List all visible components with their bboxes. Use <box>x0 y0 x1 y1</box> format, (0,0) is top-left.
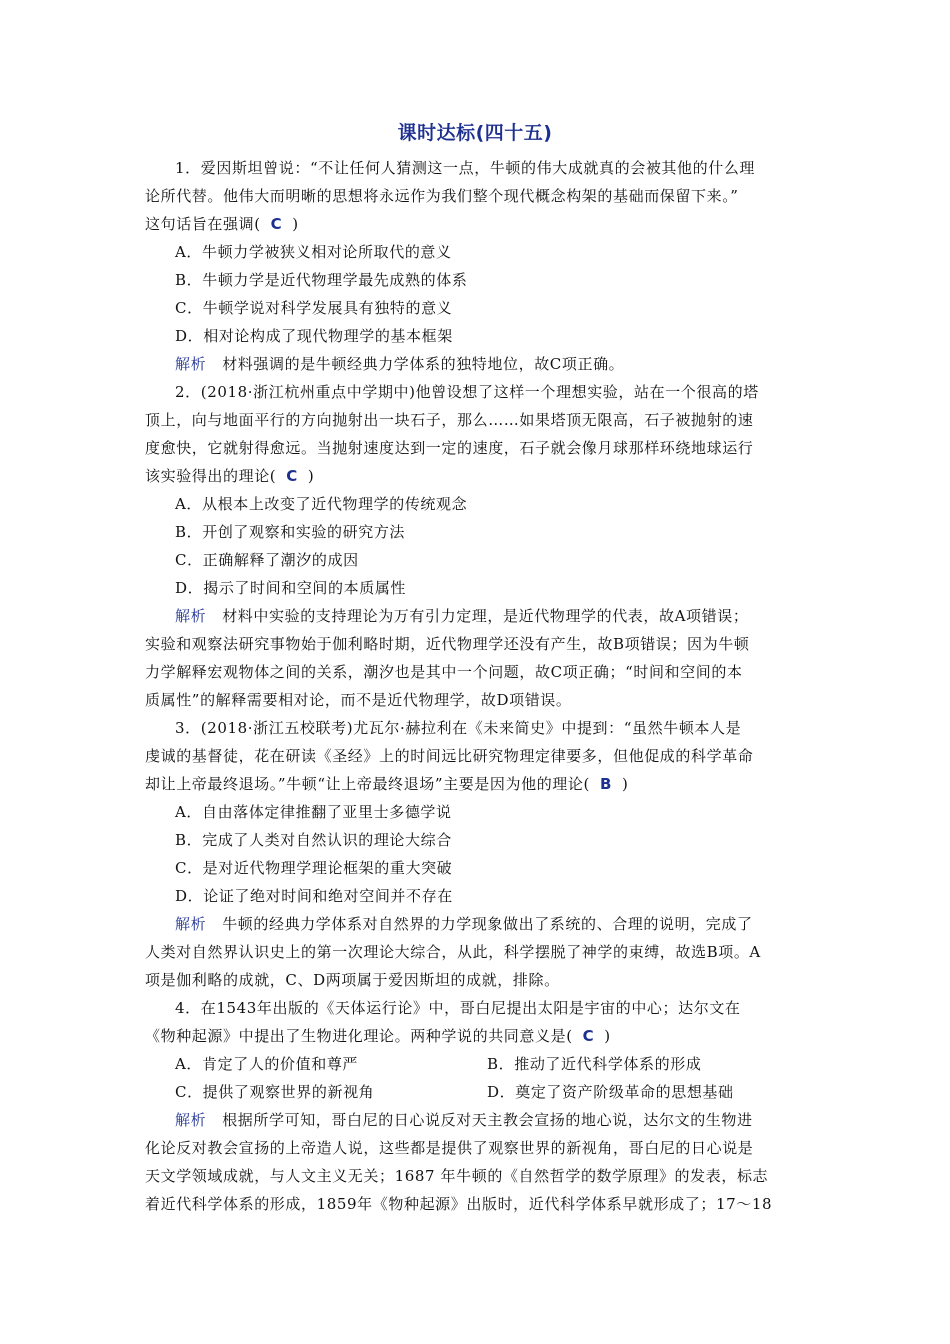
q3-analysis-line-2: 人类对自然界认识史上的第一次理论大综合，从此，科学摆脱了神学的束缚，故选B项。A <box>145 943 761 961</box>
q2-stem-close: ) <box>307 467 315 485</box>
q4-analysis-line-3: 天文学领域成就，与人文主义无关；1687 年牛顿的《自然哲学的数学原理》的发表，标志 <box>145 1167 769 1185</box>
q2-analysis-line-3: 力学解释宏观物体之间的关系，潮汐也是其中一个问题，故C项正确；“时间和空间的本 <box>145 663 743 681</box>
q2-answer: C <box>286 467 298 485</box>
q3-option-b: B．完成了人类对自然认识的理论大综合 <box>175 831 452 849</box>
q2-option-a: A．从根本上改变了近代物理学的传统观念 <box>175 495 468 513</box>
q1-analysis-line-1 <box>175 354 624 374</box>
q4-option-c: C．提供了观察世界的新视角 <box>175 1083 375 1101</box>
q4-option-d: D．奠定了资产阶级革命的思想基础 <box>487 1083 734 1101</box>
q2-analysis-label: 解析 <box>175 607 207 625</box>
q3-stem-line-1: 3．(2018·浙江五校联考)尤瓦尔·赫拉利在《未来简史》中提到：“虽然牛顿本人是 <box>175 719 742 737</box>
q2-stem-text: 该实验得出的理论( <box>145 467 277 485</box>
q1-stem-close: ) <box>292 215 299 233</box>
q3-stem-close: ) <box>622 775 629 793</box>
q1-option-b: B．牛顿力学是近代物理学最先成熟的体系 <box>175 271 468 289</box>
q4-stem-line-2 <box>145 1026 611 1046</box>
q1-option-c: C．牛顿学说对科学发展具有独特的意义 <box>175 299 453 317</box>
q2-stem-line-1: 2．(2018·浙江杭州重点中学期中)他曾设想了这样一个理想实验，站在一个很高的塔 <box>175 383 759 401</box>
q3-analysis-line-3: 项是伽利略的成就，C、D两项属于爱因斯坦的成就，排除。 <box>145 971 560 989</box>
q2-option-c: C．正确解释了潮汐的成因 <box>175 551 359 569</box>
q4-analysis-label: 解析 <box>175 1111 207 1129</box>
q4-stem-close: ) <box>604 1027 611 1045</box>
q4-analysis-line-2: 化论反对教会宣扬的上帝造人说，这些都是提供了观察世界的新视角，哥白尼的日心说是 <box>145 1139 754 1157</box>
q2-option-b: B．开创了观察和实验的研究方法 <box>175 523 406 541</box>
q3-option-c: C．是对近代物理学理论框架的重大突破 <box>175 859 453 877</box>
q4-analysis-text: 根据所学可知，哥白尼的日心说反对天主教会宣扬的地心说，达尔文的生物进 <box>222 1111 753 1129</box>
q1-stem-line-1: 1．爱因斯坦曾说：“不让任何人猜测这一点，牛顿的伟大成就真的会被其他的什么理 <box>175 159 756 177</box>
q4-analysis-line-4: 着近代科学体系的形成，1859年《物种起源》出版时，近代科学体系早就形成了；17～18 <box>145 1195 773 1213</box>
q2-analysis-text: 材料中实验的支持理论为万有引力定理，是近代物理学的代表，故A项错误； <box>222 607 749 625</box>
q3-answer: B <box>599 775 613 793</box>
q4-stem-line-1: 4．在1543年出版的《天体运行论》中，哥白尼提出太阳是宇宙的中心；达尔文在 <box>175 999 741 1017</box>
q1-answer: C <box>270 215 283 233</box>
q1-analysis-text: 材料强调的是牛顿经典力学体系的独特地位，故C项正确。 <box>222 355 625 373</box>
q4-option-a: A．肯定了人的价值和尊严 <box>175 1055 359 1073</box>
q2-analysis-line-1 <box>175 606 748 626</box>
q3-analysis-label: 解析 <box>175 915 207 933</box>
q1-analysis-label: 解析 <box>175 355 207 373</box>
q1-stem-line-2: 论所代替。他伟大而明晰的思想将永远作为我们整个现代概念构架的基础而保留下来。” <box>145 187 739 205</box>
q4-answer: C <box>582 1027 595 1045</box>
q3-stem-line-3 <box>145 774 628 794</box>
q3-analysis-line-1 <box>175 914 753 934</box>
q3-option-a: A．自由落体定律推翻了亚里士多德学说 <box>175 803 452 821</box>
q1-option-a: A．牛顿力学被狭义相对论所取代的意义 <box>175 243 452 261</box>
q1-stem-line-3 <box>145 214 299 234</box>
q3-option-d: D．论证了绝对时间和绝对空间并不存在 <box>175 887 453 905</box>
q1-option-d: D．相对论构成了现代物理学的基本框架 <box>175 327 453 345</box>
q2-analysis-line-4: 质属性”的解释需要相对论，而不是近代物理学，故D项错误。 <box>145 691 572 709</box>
q2-analysis-line-2: 实验和观察法研究事物始于伽利略时期，近代物理学还没有产生，故B项错误；因为牛顿 <box>145 635 750 653</box>
q3-stem-text: 却让上帝最终退场。”牛顿“让上帝最终退场”主要是因为他的理论( <box>145 775 590 793</box>
q4-stem-text: 《物种起源》中提出了生物进化理论。两种学说的共同意义是( <box>145 1027 573 1045</box>
q4-option-b: B．推动了近代科学体系的形成 <box>487 1055 702 1073</box>
q1-stem-text: 这句话旨在强调( <box>145 215 261 233</box>
q2-stem-line-4 <box>145 466 314 486</box>
q4-analysis-line-1 <box>175 1110 753 1130</box>
q3-stem-line-2: 虔诚的基督徒，花在研读《圣经》上的时间远比研究物理定律要多，但他促成的科学革命 <box>145 747 754 765</box>
page-title: 课时达标(四十五) <box>397 122 553 144</box>
q2-stem-line-3: 度愈快，它就射得愈远。当抛射速度达到一定的速度，石子就会像月球那样环绕地球运行 <box>145 439 754 457</box>
q2-stem-line-2: 顶上，向与地面平行的方向抛射出一块石子，那么……如果塔顶无限高，石子被抛射的速 <box>145 411 754 429</box>
q2-option-d: D．揭示了时间和空间的本质属性 <box>175 579 407 597</box>
q3-analysis-text: 牛顿的经典力学体系对自然界的力学现象做出了系统的、合理的说明，完成了 <box>222 915 753 933</box>
